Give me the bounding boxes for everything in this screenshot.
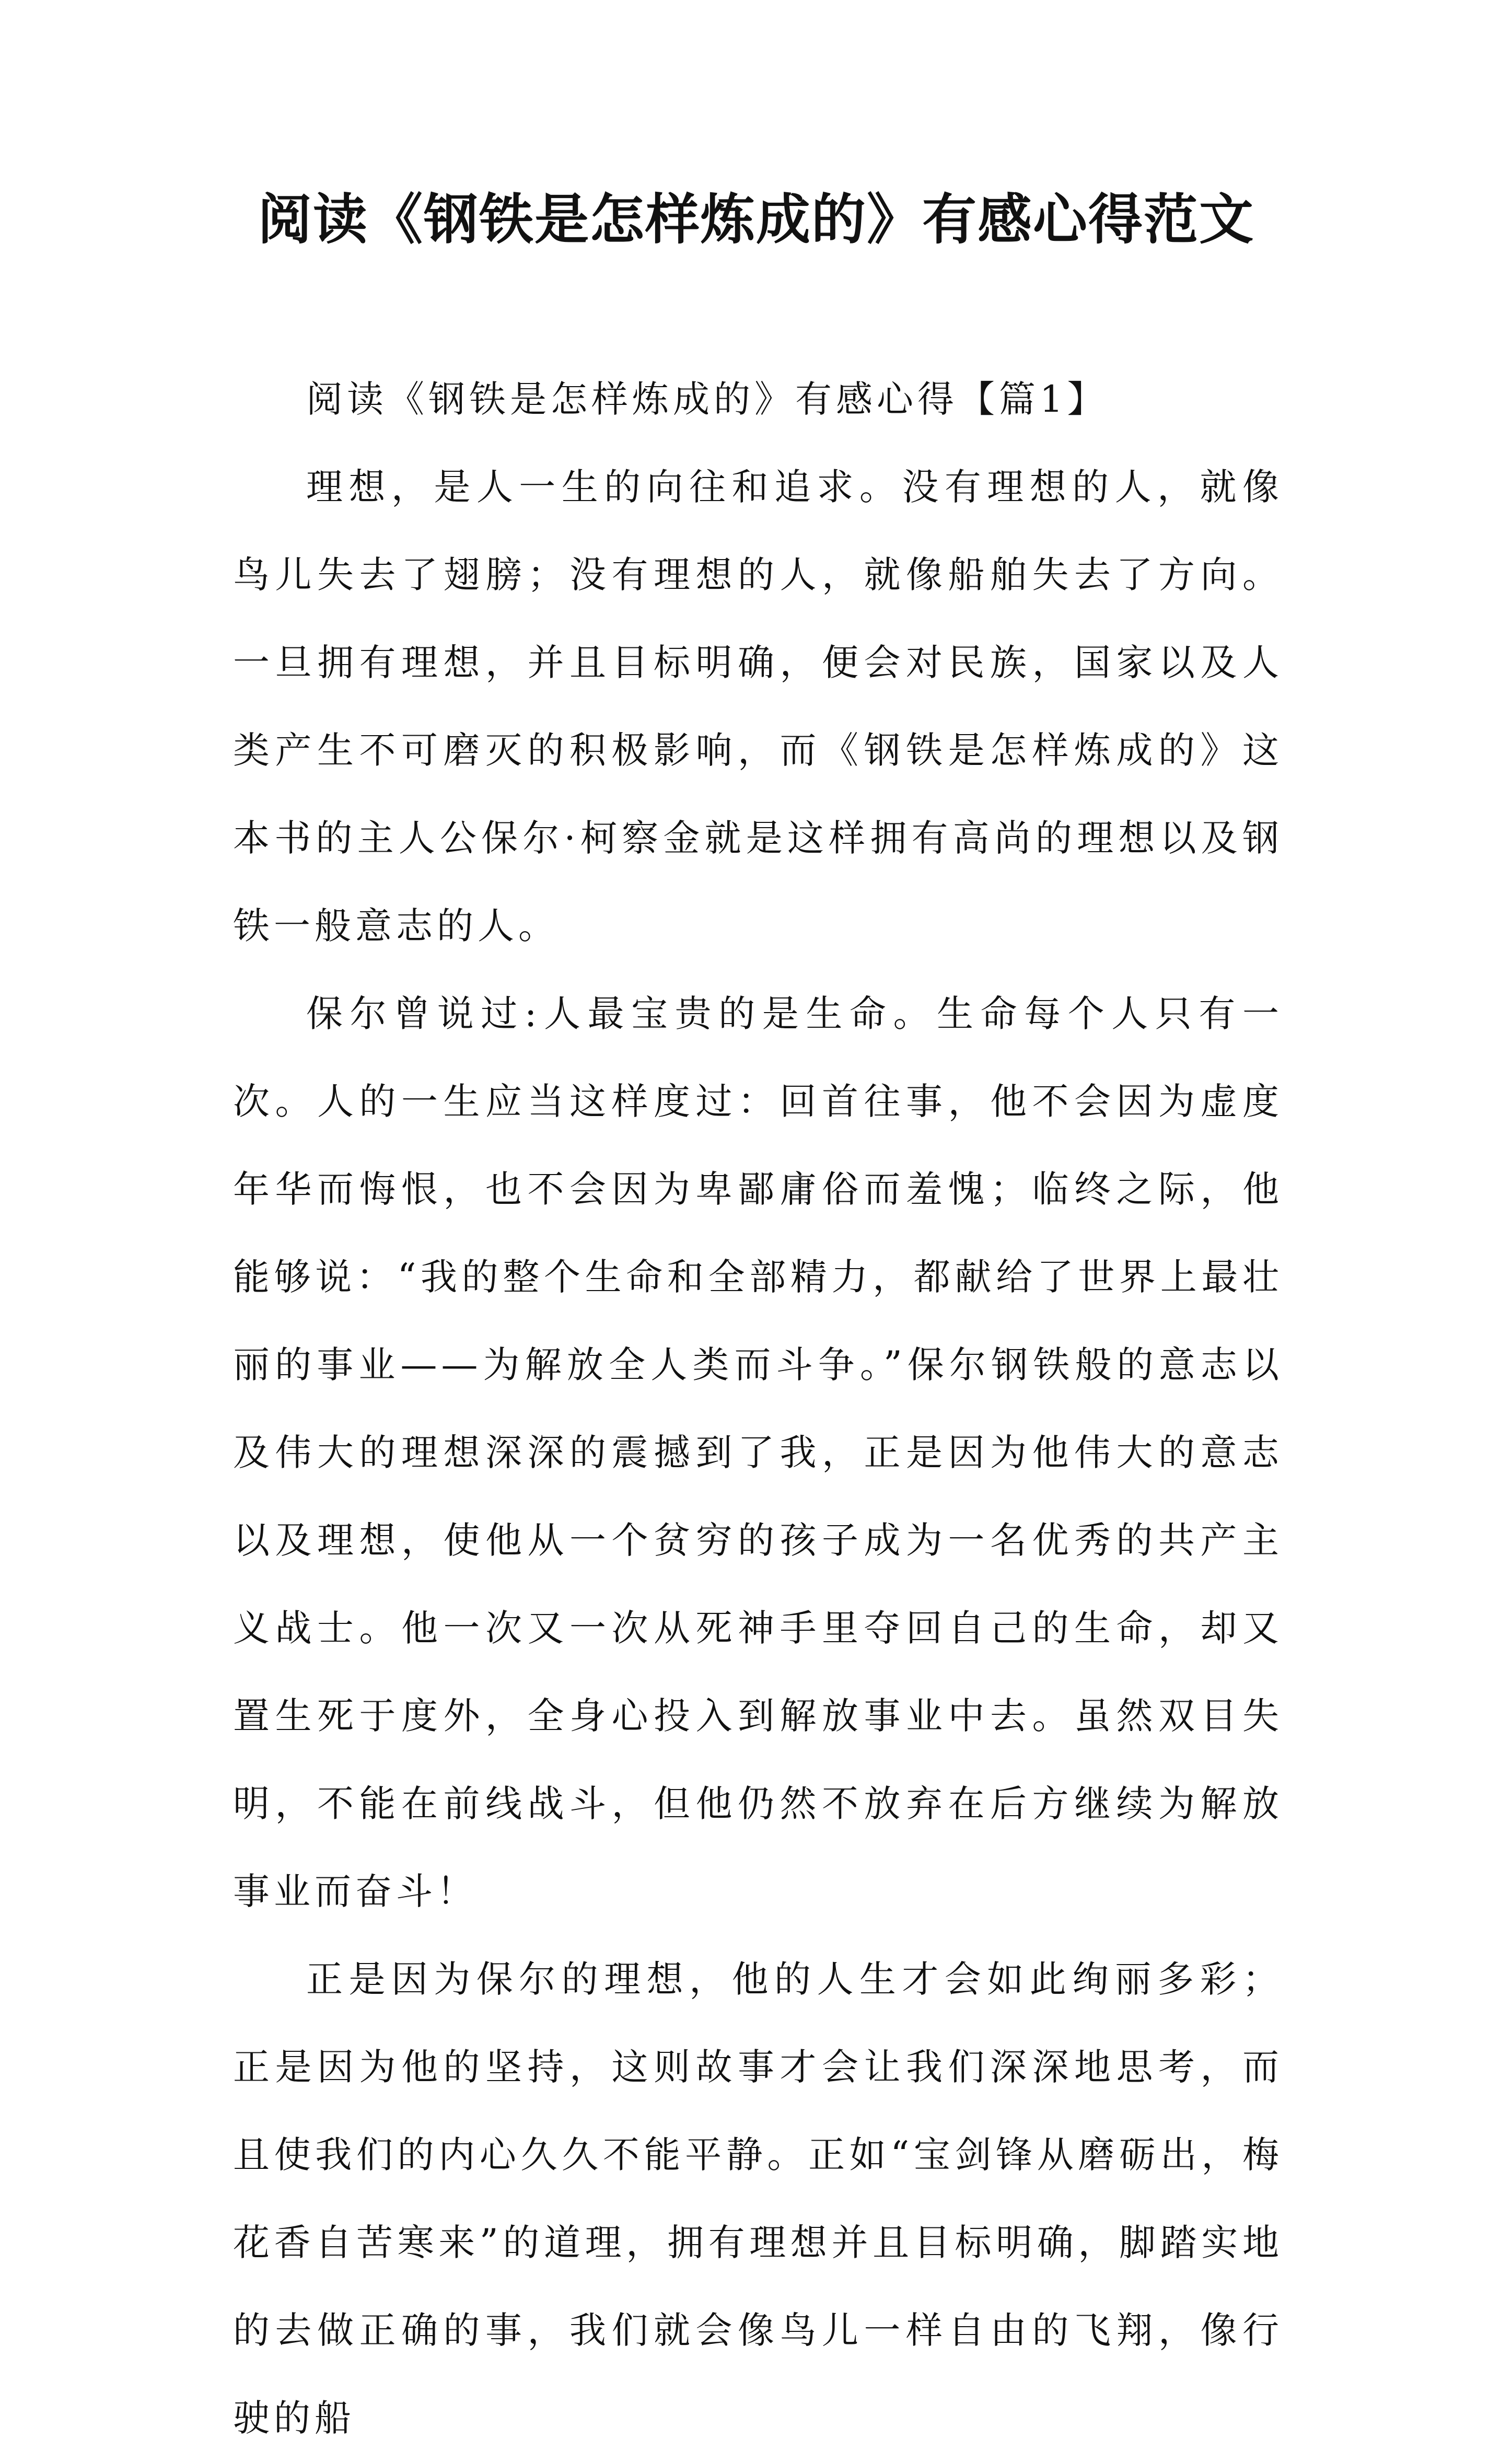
document-title: 阅读《钢铁是怎样炼成的》有感心得范文 xyxy=(257,187,1254,251)
body-paragraph-2: 保尔曾说过:人最宝贵的是生命。生命每个人只有一次。人的一生应当这样度过：回首往事，他不会因为虚度年华而悔恨，也不会因为卑鄙庸俗而羞愧；临终之际，他能够说：“我的整个生命和全部精力，都献给了世界上最壮丽的事业——为解放全人类而斗争。”保尔钢铁般的意志以及伟大的理想深深的震撼到了我，正是因为他伟大的意志以及理想，使他从一个贫穷的孩子成为一名优秀的共产主义战士。他一次又一次从死神手里夺回自己的生命，却又置生死于度外，全身心投入到解放事业中去。虽然双目失明，不能在前线战斗，但他仍然不放弃在后方继续为解放事业而奋斗！ xyxy=(233,992,1283,1913)
body-paragraph-3: 正是因为保尔的理想，他的人生才会如此绚丽多彩；正是因为他的坚持，这则故事才会让我们深深地思考，而且使我们的内心久久不能平静。正如“宝剑锋从磨砺出，梅花香自苦寒来”的道理，拥有理想并且目标明确，脚踏实地的去做正确的事，我们就会像鸟儿一样自由的飞翔，像行驶的船 xyxy=(233,1958,1283,2440)
section-heading: 阅读《钢铁是怎样炼成的》有感心得【篇1】 xyxy=(306,378,1108,421)
document-body xyxy=(233,355,1283,2462)
body-paragraph-1: 理想，是人一生的向往和追求。没有理想的人，就像鸟儿失去了翅膀；没有理想的人，就像船舶失去了方向。一旦拥有理想，并且目标明确，便会对民族，国家以及人类产生不可磨灭的积极影响，而《钢铁是怎样炼成的》这本书的主人公保尔·柯察金就是这样拥有高尚的理想以及钢铁一般意志的人。 xyxy=(233,466,1283,947)
